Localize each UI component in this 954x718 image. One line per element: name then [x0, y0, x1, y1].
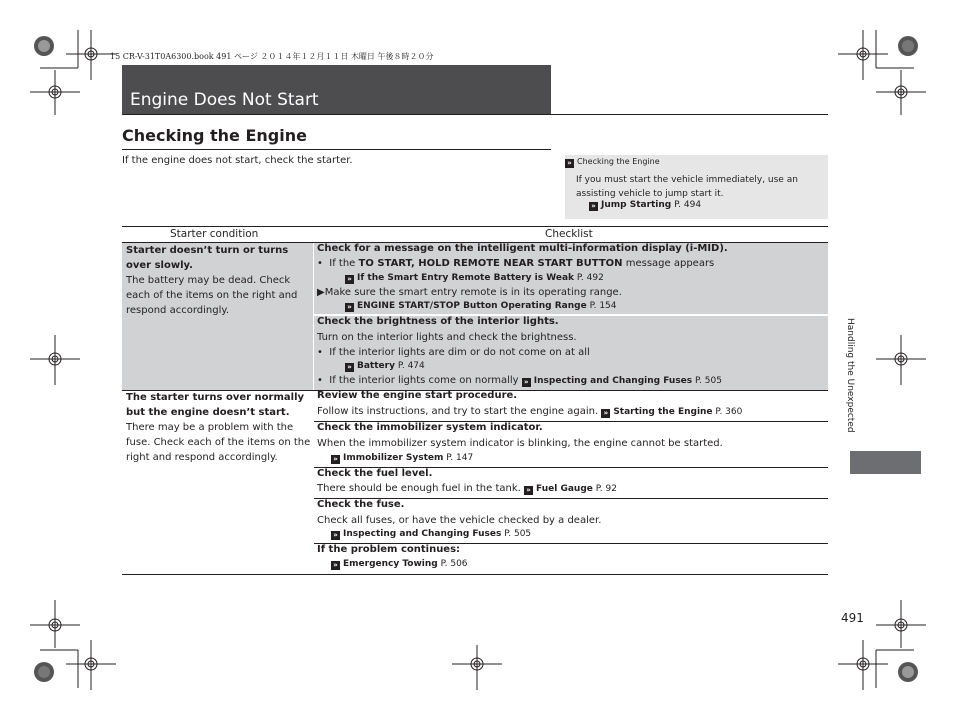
g1-check2-bullet2: • If the interior lights come on normally » Inspecting and Changing Fuses P. 505 [317, 375, 722, 386]
reference-arrow-icon: » [524, 486, 533, 495]
g2-check1-text: Follow its instructions, and try to start the engine again. » Starting the Engine P. 360 [317, 406, 743, 417]
g1-check1-bullet: • If the TO START, HOLD REMOTE NEAR START BUTTON message appears [317, 258, 715, 269]
group2-condition: The starter turns over normally but the engine doesn’t start. There may be a problem with the fuse. Check each of the items on the right and respond accordingly. [126, 392, 311, 463]
g1-check1-ref2[interactable]: » ENGINE START/STOP Button Operating Range P. 154 [345, 301, 617, 312]
g1-check2-title: Check the brightness of the interior lights. [317, 316, 559, 327]
section-rule [122, 149, 551, 150]
col-header-checklist: Checklist [545, 228, 593, 240]
g2-check5-ref[interactable]: » Emergency Towing P. 506 [331, 559, 468, 570]
group1-condition: Starter doesn’t turn or turns over slowly. The battery may be dead. Check each of the items on the right and respond accordingly. [126, 245, 298, 316]
print-meta-line: 15 CR-V-31T0A6300.book 491 ページ ２０１４年１２月１１日 木曜日 午後８時２０分 [110, 52, 434, 61]
g2-check3-text: There should be enough fuel in the tank. » Fuel Gauge P. 92 [317, 483, 617, 494]
g2-check2-ref[interactable]: » Immobilizer System P. 147 [331, 453, 473, 464]
side-tab-label: Handling the Unexpected [845, 318, 855, 433]
table-top-rule [122, 226, 828, 227]
g1-check2-ref2[interactable]: » Inspecting and Changing Fuses P. 505 [522, 376, 722, 386]
reference-arrow-icon: » [331, 561, 340, 570]
note-icon: » [565, 159, 574, 168]
sidebar-note-text: If you must start the vehicle immediately, use an assisting vehicle to jump start it. [576, 175, 798, 199]
g2-check2-text: When the immobilizer system indicator is blinking, the engine cannot be started. [317, 438, 723, 449]
reference-arrow-icon: » [331, 531, 340, 540]
reference-arrow-icon: » [345, 275, 354, 284]
reference-arrow-icon: » [345, 363, 354, 372]
intro-text: If the engine does not start, check the starter. [122, 155, 353, 166]
sidebar-note-ref[interactable]: » Jump Starting P. 494 [589, 200, 701, 211]
title-rule [122, 114, 828, 115]
triangle-arrow-icon: ▶ [317, 287, 325, 298]
g1-check2-ref1[interactable]: » Battery P. 474 [345, 361, 425, 372]
page-title: Engine Does Not Start [130, 90, 319, 110]
g2-check4-text: Check all fuses, or have the vehicle checked by a dealer. [317, 515, 602, 526]
table-bottom-rule [122, 574, 828, 575]
g2-check1-title: Review the engine start procedure. [317, 390, 518, 401]
side-tab [850, 451, 921, 474]
col-header-condition: Starter condition [170, 228, 259, 240]
g2-check4-ref[interactable]: » Inspecting and Changing Fuses P. 505 [331, 529, 531, 540]
g2-check2-title: Check the immobilizer system indicator. [317, 422, 543, 433]
reference-arrow-icon: » [331, 455, 340, 464]
reference-arrow-icon: » [589, 202, 598, 211]
g2-check5-title: If the problem continues: [317, 544, 461, 555]
reference-arrow-icon: » [522, 378, 531, 387]
section-heading: Checking the Engine [122, 126, 307, 145]
g1-check1-ref1[interactable]: » If the Smart Entry Remote Battery is Weak P. 492 [345, 273, 604, 284]
g1-check2-bullet1: • If the interior lights are dim or do not come on at all [317, 347, 590, 358]
sidebar-note-heading: » Checking the Engine [565, 157, 660, 168]
g1-check1-arrow-line: ▶Make sure the smart entry remote is in its operating range. [317, 287, 622, 298]
g2-check3-title: Check the fuel level. [317, 468, 433, 479]
g2-check3-ref[interactable]: » Fuel Gauge P. 92 [524, 484, 617, 494]
g1-check1-title: Check for a message on the intelligent multi-information display (i-MID). [317, 243, 728, 254]
g2-check1-ref[interactable]: » Starting the Engine P. 360 [601, 407, 742, 417]
g2-check4-title: Check the fuse. [317, 499, 405, 510]
page-number: 491 [841, 611, 864, 625]
reference-arrow-icon: » [601, 409, 610, 418]
g1-check2-text: Turn on the interior lights and check the brightness. [317, 332, 577, 343]
reference-arrow-icon: » [345, 303, 354, 312]
